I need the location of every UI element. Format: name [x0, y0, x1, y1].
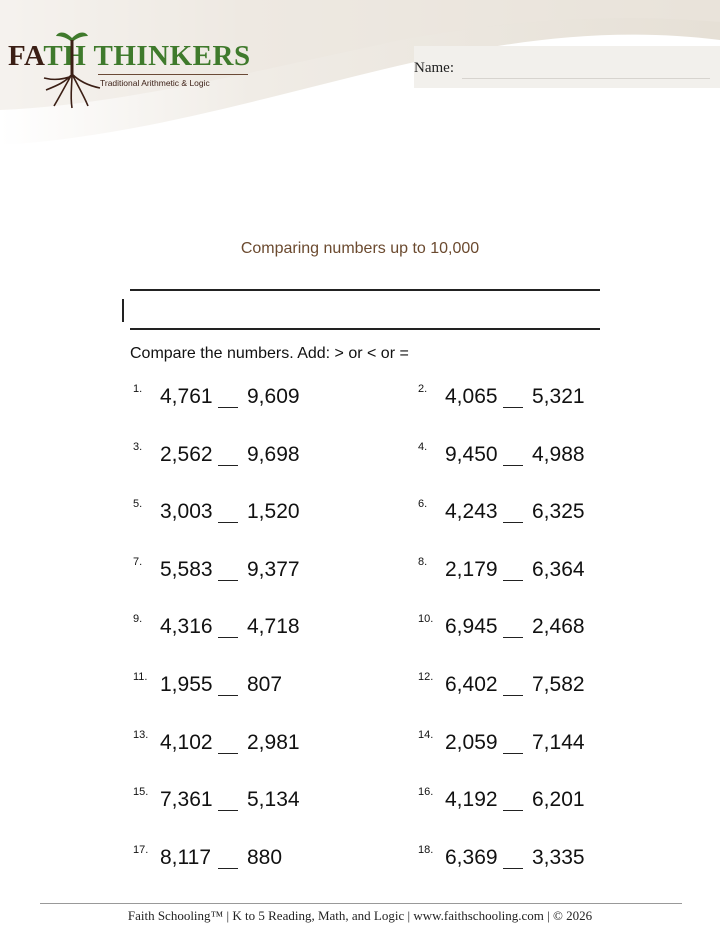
comparison-blank[interactable]	[218, 522, 238, 523]
problem-item	[418, 441, 618, 471]
second-number: 5,321	[532, 385, 585, 408]
problem-item	[418, 556, 618, 586]
comparison-blank[interactable]	[218, 465, 238, 466]
first-number: 1,955	[160, 673, 213, 696]
second-number: 6,325	[532, 500, 585, 524]
problem-number: 4.	[418, 440, 428, 453]
problem-number: 11.	[133, 671, 148, 683]
first-number: 5,583	[160, 557, 213, 581]
problem-item	[418, 498, 618, 528]
second-number: 2,468	[532, 615, 585, 639]
problem-number: 10.	[418, 613, 434, 626]
problem-number: 18.	[418, 843, 434, 856]
second-number: 4,988	[532, 442, 585, 466]
first-number: 4,065	[445, 385, 498, 408]
comparison-blank[interactable]	[503, 695, 523, 696]
problem-item	[133, 498, 333, 528]
problem-number: 13.	[133, 728, 149, 741]
second-number: 880	[247, 845, 283, 869]
first-number: 9,450	[445, 442, 498, 466]
comparison-blank[interactable]	[503, 868, 523, 869]
second-number: 9,609	[247, 385, 300, 408]
comparison-blank[interactable]	[503, 465, 523, 466]
second-number: 5,134	[247, 788, 300, 812]
problem-number: 5.	[133, 498, 143, 511]
first-number: 3,003	[160, 500, 213, 524]
comparison-blank[interactable]	[218, 810, 238, 811]
first-number: 6,402	[445, 673, 498, 696]
logo-title-part1: FA	[8, 40, 44, 72]
comparison-blank[interactable]	[218, 580, 238, 581]
logo-title-part2: TH THINKERS	[43, 40, 251, 72]
problem-item	[418, 671, 618, 701]
second-number: 6,201	[532, 788, 585, 812]
comparison-blank[interactable]	[503, 637, 523, 638]
problem-number: 15.	[133, 786, 149, 799]
name-field[interactable]	[414, 46, 720, 88]
first-number: 6,369	[445, 845, 498, 869]
problem-item	[133, 556, 333, 586]
footer-text: Faith Schooling™ | K to 5 Reading, Math, and Logic | www.faithschooling.com | © 2026	[127, 908, 593, 923]
comparison-blank[interactable]	[218, 637, 238, 638]
problem-item	[133, 671, 333, 701]
problem-item	[133, 613, 333, 643]
problem-item	[418, 729, 618, 759]
problem-number: 17.	[133, 843, 149, 856]
problem-number: 14.	[418, 728, 434, 741]
problem-number: 9.	[133, 613, 143, 626]
problem-number: 7.	[133, 555, 143, 568]
logo-divider	[98, 74, 248, 75]
worksheet-title: Comparing numbers up to 10,000	[240, 240, 480, 257]
second-number: 7,144	[532, 730, 585, 754]
problem-item	[133, 383, 333, 413]
first-number: 2,562	[160, 442, 213, 466]
name-label: Name:	[414, 60, 454, 76]
problem-item	[133, 441, 333, 471]
answer-line-top	[130, 289, 600, 291]
name-line	[462, 78, 710, 79]
first-number: 4,316	[160, 615, 213, 639]
first-number: 4,243	[445, 500, 498, 524]
first-number: 4,102	[160, 730, 213, 754]
problem-number: 2.	[418, 383, 428, 395]
comparison-blank[interactable]	[503, 407, 523, 408]
faith-thinkers-logo	[8, 26, 251, 110]
problem-item	[418, 844, 618, 874]
answer-line-bottom	[130, 328, 600, 330]
first-number: 8,117	[160, 845, 211, 869]
first-number: 6,945	[445, 615, 498, 639]
problem-item	[133, 729, 333, 759]
problem-item	[418, 383, 618, 413]
second-number: 4,718	[247, 615, 300, 639]
second-number: 2,981	[247, 730, 300, 754]
comparison-blank[interactable]	[218, 407, 238, 408]
second-number: 807	[247, 673, 283, 696]
first-number: 2,179	[445, 557, 498, 581]
problem-item	[133, 844, 333, 874]
problem-item	[418, 786, 618, 816]
second-number: 7,582	[532, 673, 585, 696]
instructions: Compare the numbers. Add: > or < or =	[130, 345, 409, 362]
first-number: 7,361	[160, 788, 213, 812]
second-number: 9,377	[247, 557, 300, 581]
comparison-blank[interactable]	[218, 695, 238, 696]
problem-number: 6.	[418, 498, 428, 511]
footer-divider	[40, 903, 682, 904]
comparison-blank[interactable]	[218, 753, 238, 754]
problem-item	[418, 613, 618, 643]
problem-number: 1.	[133, 383, 143, 395]
problem-item	[133, 786, 333, 816]
comparison-blank[interactable]	[503, 753, 523, 754]
logo-subtitle: Traditional Arithmetic & Logic	[100, 78, 210, 88]
second-number: 9,698	[247, 442, 300, 466]
problem-number: 16.	[418, 786, 434, 799]
problem-number: 3.	[133, 440, 143, 453]
second-number: 1,520	[247, 500, 300, 524]
comparison-blank[interactable]	[503, 522, 523, 523]
first-number: 2,059	[445, 730, 498, 754]
first-number: 4,761	[160, 385, 213, 408]
text-cursor	[122, 299, 124, 322]
comparison-blank[interactable]	[503, 580, 523, 581]
comparison-blank[interactable]	[503, 810, 523, 811]
second-number: 6,364	[532, 557, 585, 581]
second-number: 3,335	[532, 845, 585, 869]
tree-roots-icon	[42, 26, 102, 110]
comparison-blank[interactable]	[218, 868, 238, 869]
problem-number: 12.	[418, 671, 434, 683]
first-number: 4,192	[445, 788, 498, 812]
problem-number: 8.	[418, 555, 428, 568]
